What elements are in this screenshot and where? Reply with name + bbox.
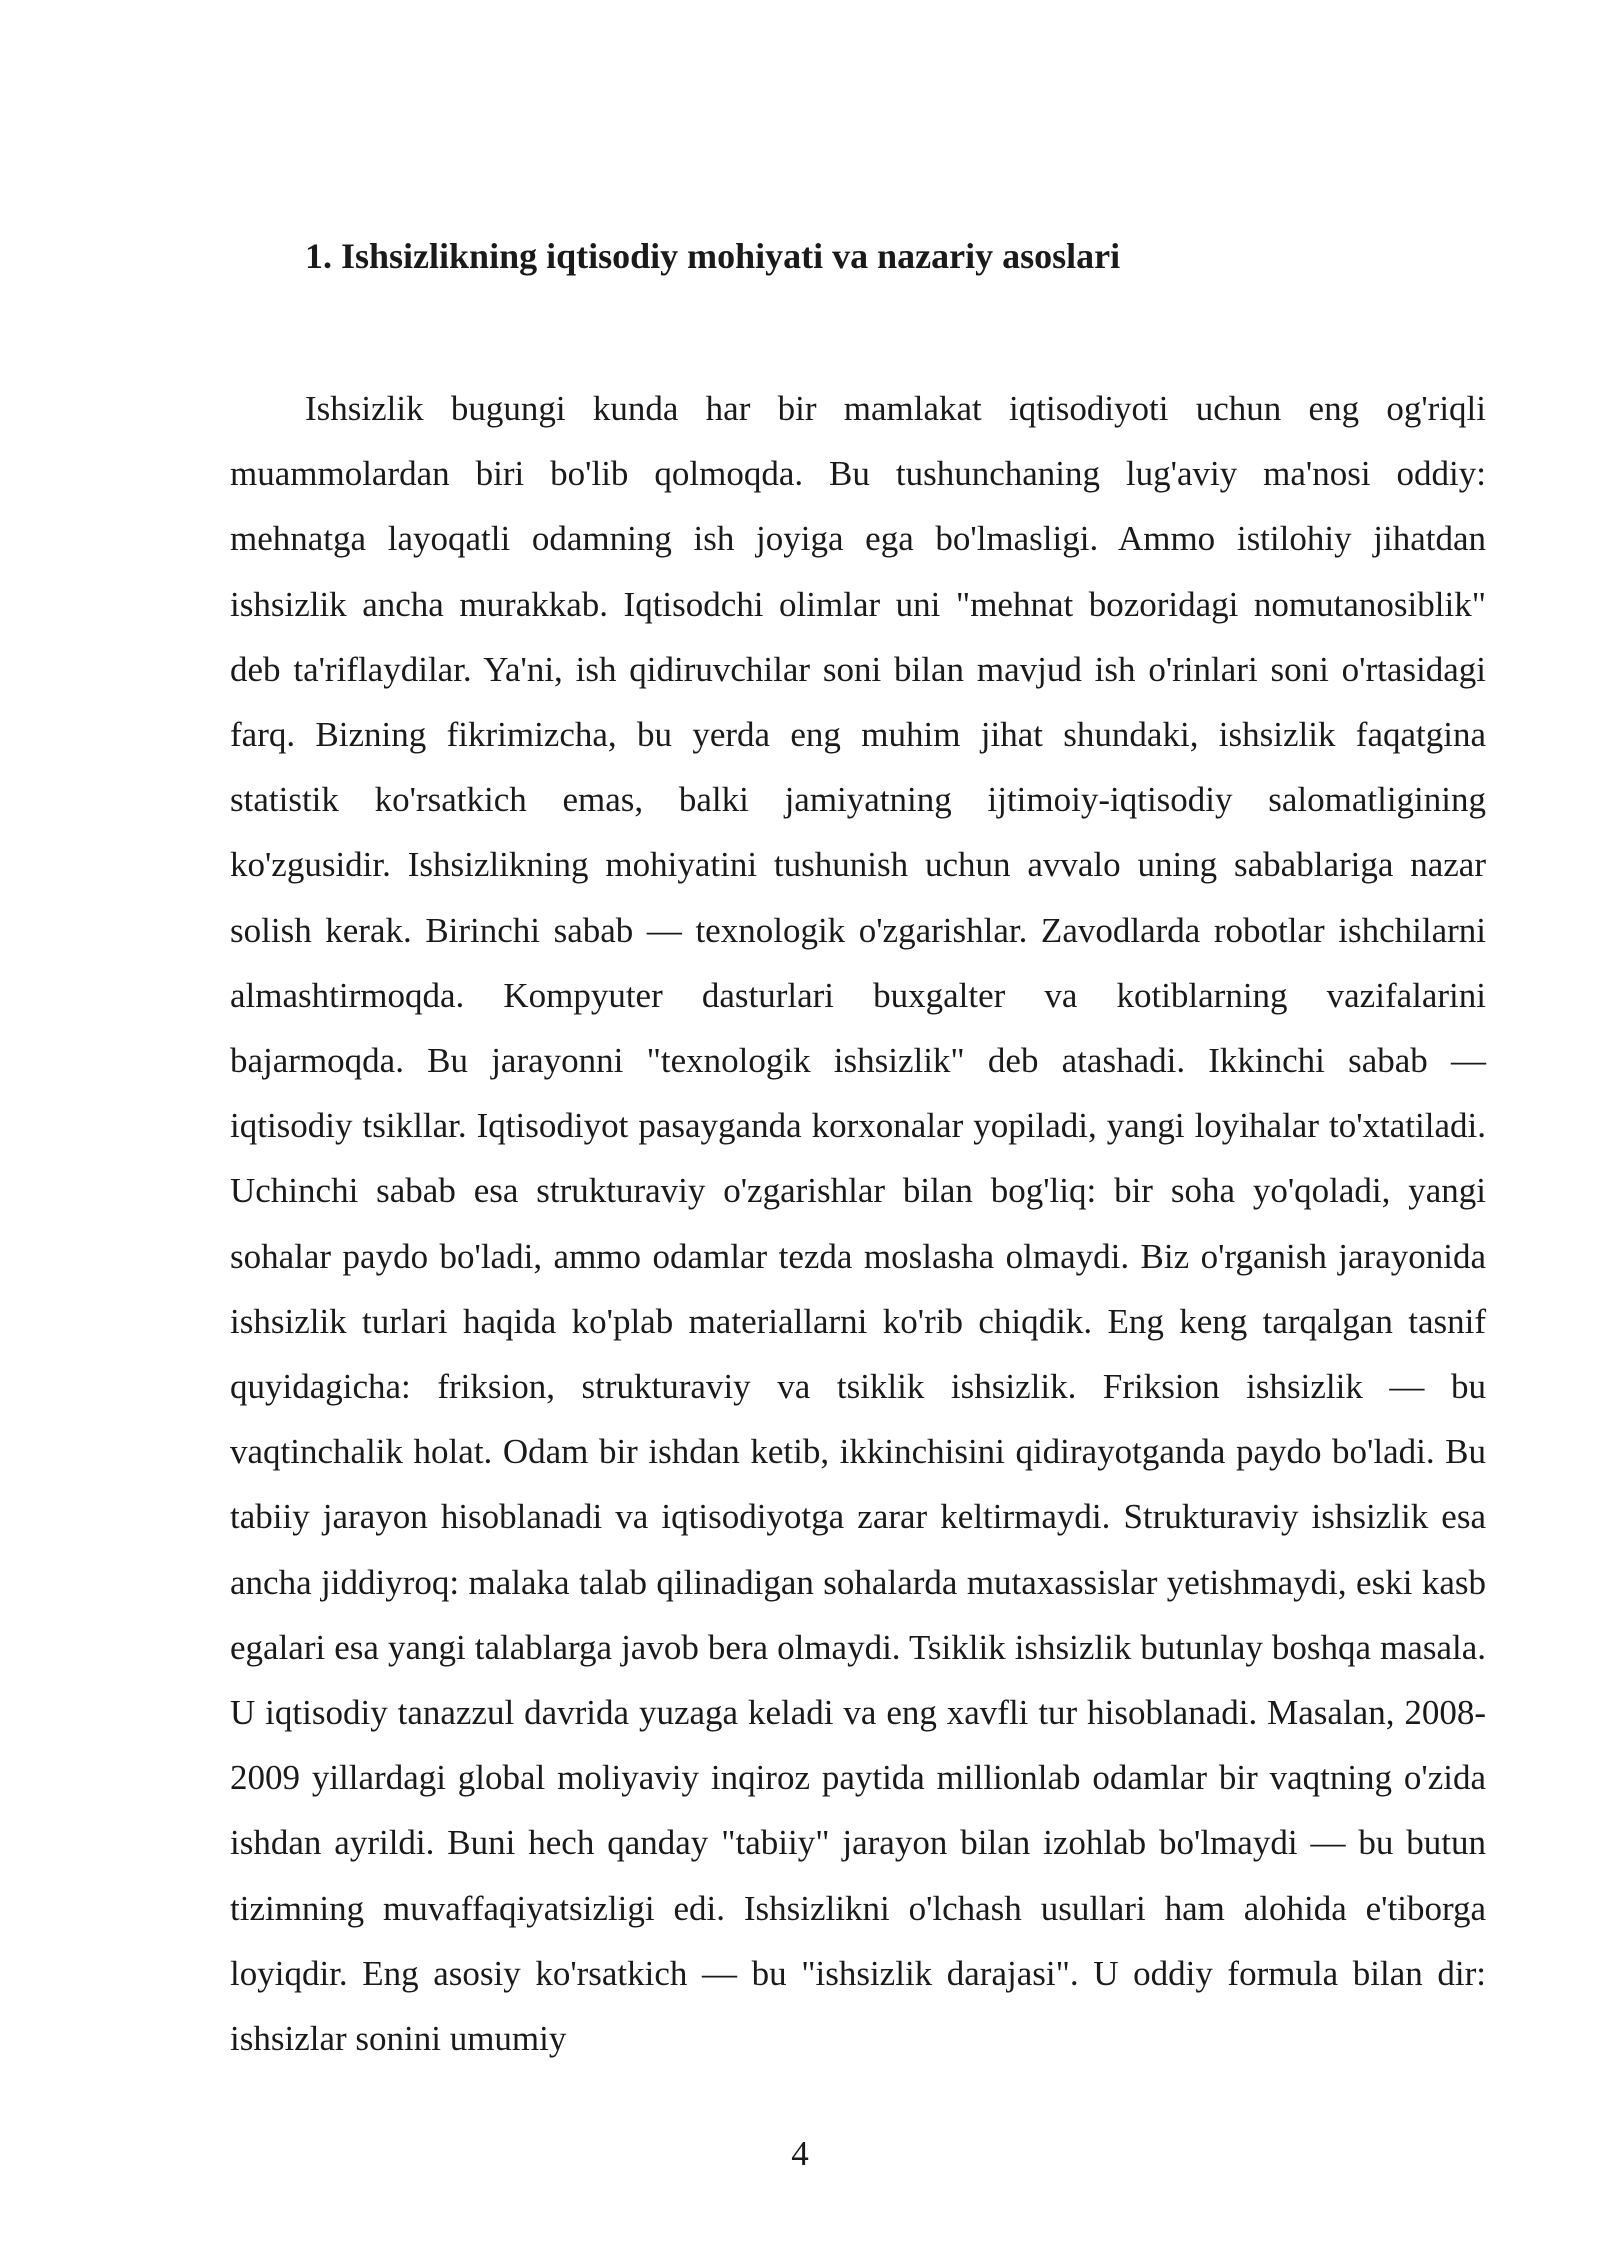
- section-heading: 1. Ishsizlikning iqtisodiy mohiyati va nazariy asoslari: [305, 236, 1121, 276]
- body-paragraph: Ishsizlik bugungi kunda har bir mamlakat iqtisodiyoti uchun eng og'riqli muammolardan biri bo'lib qolmoqda. Bu tushunchaning lug'aviy ma'nosi oddiy: mehnatga layoqatli odamning ish joyiga ega bo'lmasligi. Ammo istilohiy jihatdan ishsizlik ancha murakkab. Iqtisodchi olimlar uni "mehnat bozoridagi nomutanosiblik" deb ta'riflaydilar. Ya'ni, ish qidiruvchilar soni bilan mavjud ish o'rinlari soni o'rtasidagi farq. Bizning fikrimizcha, bu yerda eng muhim jihat shundaki, ishsizlik faqatgina statistik ko'rsatkich emas, balki jamiyatning ijtimoiy-iqtisodiy salomatligining ko'zgusidir. Ishsizlikning mohiyatini tushunish uchun avvalo uning sabablariga nazar solish kerak. Birinchi sabab — texnologik o'zgarishlar. Zavodlarda robotlar ishchilarni almashtirmoqda. Kompyuter dasturlari buxgalter va kotiblarning vazifalarini bajarmoqda. Bu jarayonni "texnologik ishsizlik" deb atashadi. Ikkinchi sabab — iqtisodiy tsikllar. Iqtisodiyot pasayganda korxonalar yopiladi, yangi loyihalar to'xtatiladi. Uchinchi sabab esa strukturaviy o'zgarishlar bilan bog'liq: bir soha yo'qoladi, yangi sohalar paydo bo'ladi, ammo odamlar tezda moslasha olmaydi. Biz o'rganish jarayonida ishsizlik turlari haqida ko'plab materiallarni ko'rib chiqdik. Eng keng tarqalgan tasnif quyidagicha: friksion, strukturaviy va tsiklik ishsizlik. Friksion ishsizlik — bu vaqtinchalik holat. Odam bir ishdan ketib, ikkinchisini qidirayotganda paydo bo'ladi. Bu tabiiy jarayon hisoblanadi va iqtisodiyotga zarar keltirmaydi. Strukturaviy ishsizlik esa ancha jiddiyroq: malaka talab qilinadigan sohalarda mutaxassislar yetishmaydi, eski kasb egalari esa yangi talablarga javob bera olmaydi. Tsiklik ishsizlik butunlay boshqa masala. U iqtisodiy tanazzul davrida yuzaga keladi va eng xavfli tur hisoblanadi. Masalan, 2008-2009 yillardagi global moliyaviy inqiroz paytida millionlab odamlar bir vaqtning o'zida ishdan ayrildi. Buni hech qanday "tabiiy" jarayon bilan izohlab bo'lmaydi — bu butun tizimning muvaffaqiyatsizligi edi. Ishsizlikni o'lchash usullari ham alohida e'tiborga loyiqdir. Eng asosiy ko'rsatkich — bu "ishsizlik darajasi". U oddiy formula bilan dir: ishsizlar sonini umumiy: [230, 389, 1486, 2059]
- page-number: 4: [791, 2134, 809, 2173]
